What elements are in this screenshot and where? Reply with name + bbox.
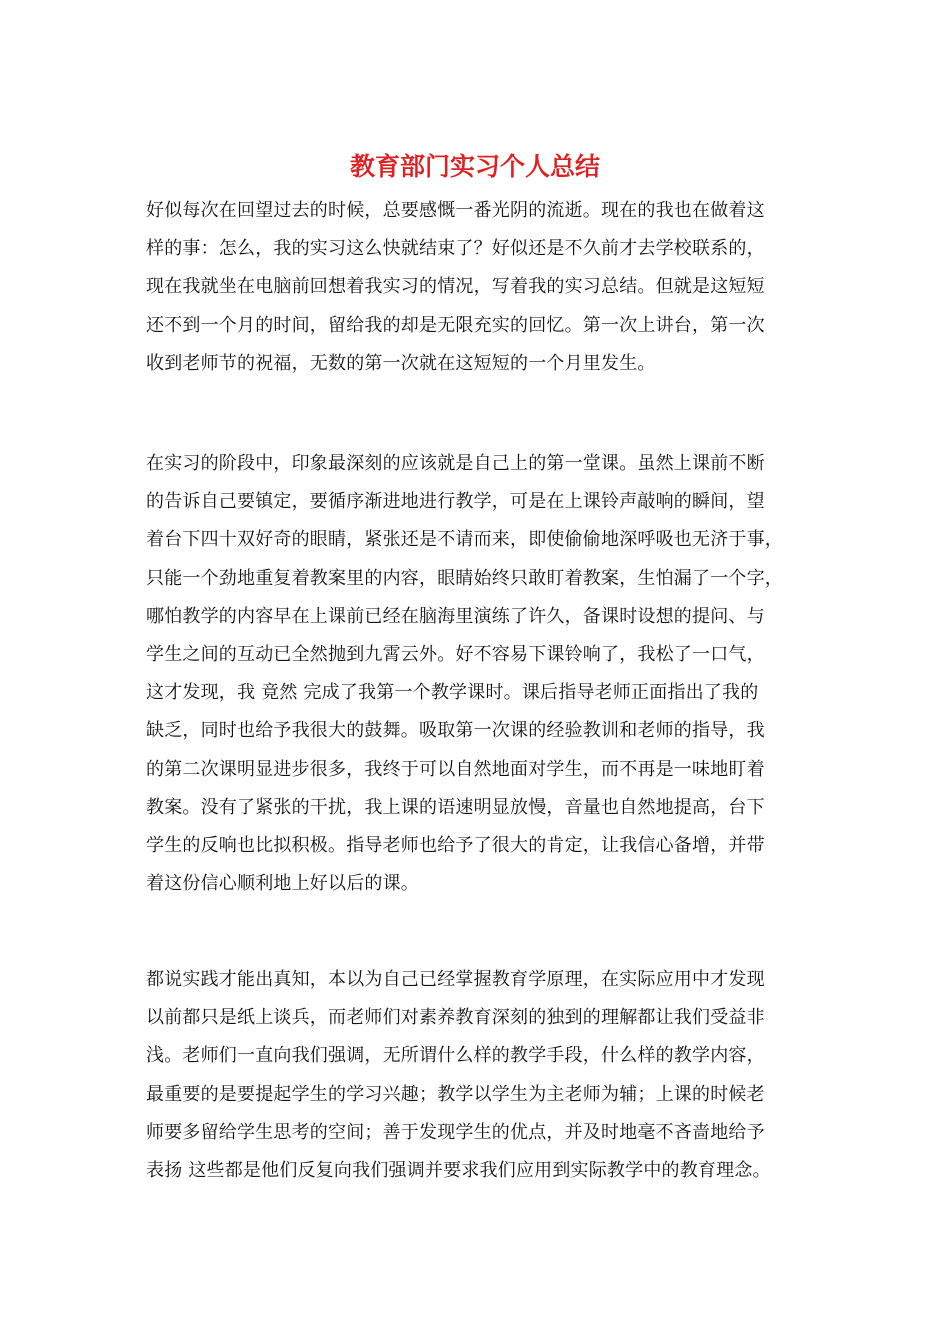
paragraph-line: 样的事：怎么，我的实习这么快就结束了？好似还是不久前才去学校联系的， [146,238,765,260]
paragraph-line: 都说实践才能出真知，本以为自己已经掌握教育学原理，在实际应用中才发现 [146,969,765,990]
paragraph-2 [146,445,806,903]
paragraph-line: 只能一个劲地重复着教案里的内容，眼睛始终只敢盯着教案，生怕漏了一个字， [146,567,783,589]
paragraph-line: 师要多留给学生思考的空间；善于发现学生的优点，并及时地毫不吝啬地给予 [146,1121,765,1143]
paragraph-line: 这才发现，我 竟然 完成了我第一个教学课时。课后指导老师正面指出了我的 [146,682,759,704]
document-title: 教育部门实习个人总结 [349,152,600,181]
paragraph-line: 哪怕教学的内容早在上课前已经在脑海里演练了许久，备课时设想的提问、与 [146,605,765,627]
paragraph-line: 以前都只是纸上谈兵，而老师们对素养教育深刻的独到的理解都让我们受益非 [146,1007,765,1029]
paragraph-line: 最重要的是要提起学生的学习兴趣；教学以学生为主老师为辅；上课的时候老 [146,1083,765,1105]
paragraph-line: 现在我就坐在电脑前回想着我实习的情况，写着我的实习总结。但就是这短短 [146,276,765,298]
paragraph-line: 学生的反响也比拟积极。指导老师也给予了很大的肯定，让我信心备增，并带 [146,835,765,857]
paragraph-line: 收到老师节的祝福，无数的第一次就在这短短的一个月里发生。 [146,352,656,374]
paragraph-line: 在实习的阶段中，印象最深刻的应该就是自己上的第一堂课。虽然上课前不断 [146,453,765,474]
paragraph-line: 学生之间的互动已全然抛到九霄云外。好不容易下课铃响了，我松了一口气， [146,644,765,666]
paragraph-1 [146,192,806,383]
paragraph-line: 缺乏，同时也给予我很大的鼓舞。吸取第一次课的经验教训和老师的指导，我 [146,720,765,742]
paragraph-line: 表扬 这些都是他们反复向我们强调并要求我们应用到实际教学中的教育理念。 [146,1160,771,1182]
paragraph-line: 着这份信心顺利地上好以后的课。 [146,873,419,895]
paragraph-line: 的第二次课明显进步很多，我终于可以自然地面对学生，而不再是一味地盯着 [146,758,765,780]
paragraph-3 [146,961,806,1190]
paragraph-line: 的告诉自己要镇定，要循序渐进地进行教学，可是在上课铃声敲响的瞬间，望 [146,491,765,513]
paragraph-line: 教案。没有了紧张的干扰，我上课的语速明显放慢，音量也自然地提高，台下 [146,796,765,818]
paragraph-line: 还不到一个月的时间，留给我的却是无限充实的回忆。第一次上讲台，第一次 [146,314,765,336]
paragraph-line: 浅。老师们一直向我们强调，无所谓什么样的教学手段，什么样的教学内容， [146,1045,765,1067]
paragraph-line: 着台下四十双好奇的眼睛，紧张还是不请而来，即使偷偷地深呼吸也无济于事， [146,529,783,551]
paragraph-line: 好似每次在回望过去的时候，总要感慨一番光阴的流逝。现在的我也在做着这 [146,200,765,221]
